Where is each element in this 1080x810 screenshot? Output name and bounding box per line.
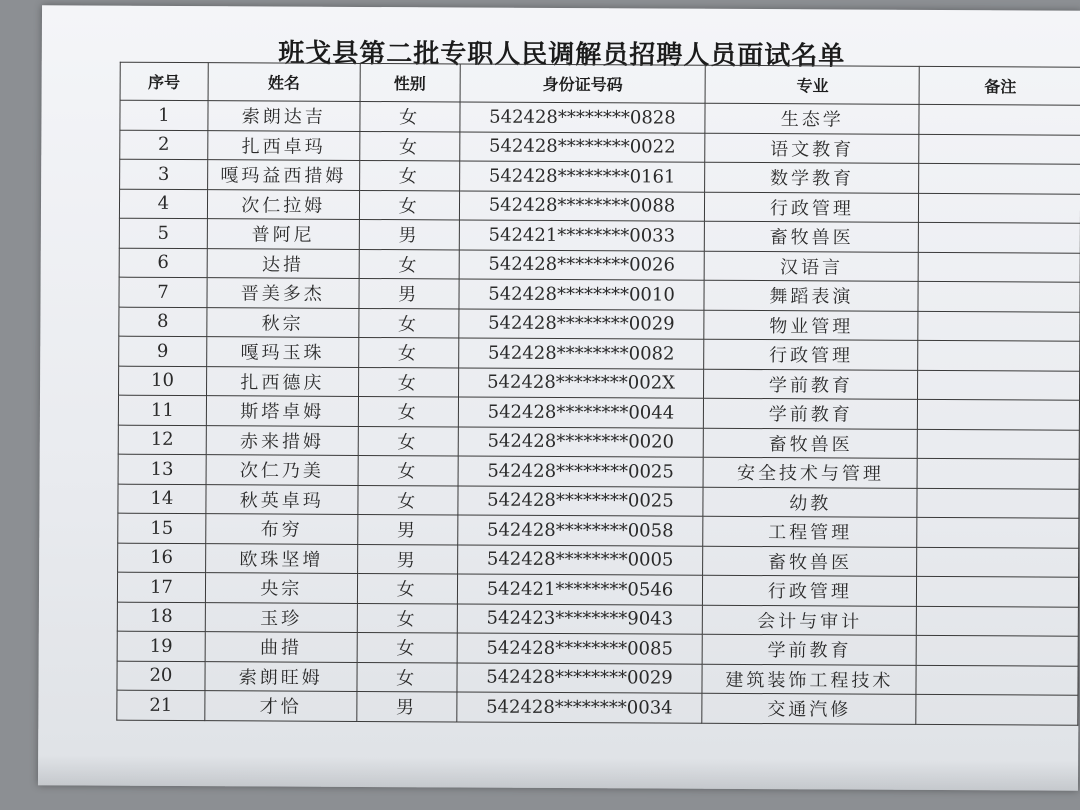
cell-no: 3 (120, 159, 208, 189)
cell-sex: 女 (359, 249, 459, 279)
cell-major: 畜牧兽医 (703, 546, 917, 577)
cell-name: 索朗达吉 (208, 101, 360, 131)
cell-name: 扎西卓玛 (208, 130, 360, 160)
cell-note (919, 193, 1080, 223)
cell-id-number: 542421********0546 (457, 574, 703, 605)
cell-no: 19 (117, 631, 205, 661)
cell-name: 赤来措姆 (206, 425, 358, 455)
cell-sex: 男 (359, 219, 459, 249)
cell-major: 汉语言 (705, 251, 919, 282)
cell-note (917, 606, 1079, 636)
cell-sex: 女 (358, 367, 458, 397)
cell-id-number: 542423********9043 (457, 603, 703, 634)
cell-note (916, 665, 1078, 695)
cell-sex: 女 (358, 426, 458, 456)
cell-id-number: 542428********0029 (458, 308, 704, 339)
cell-sex: 女 (359, 190, 459, 220)
cell-no: 12 (118, 425, 206, 455)
cell-major: 语文教育 (705, 133, 919, 164)
cell-name: 央宗 (205, 573, 357, 603)
cell-sex: 女 (358, 485, 458, 515)
cell-name: 布穷 (206, 514, 358, 544)
cell-no: 6 (119, 248, 207, 278)
cell-name: 玉珍 (205, 602, 357, 632)
cell-sex: 男 (357, 691, 457, 721)
cell-name: 斯塔卓姆 (206, 396, 358, 426)
cell-note (918, 340, 1080, 370)
cell-major: 舞蹈表演 (704, 280, 918, 311)
cell-sex: 女 (357, 662, 457, 692)
cell-id-number: 542428********0025 (458, 456, 704, 487)
cell-no: 10 (119, 366, 207, 396)
cell-id-number: 542428********0088 (459, 190, 705, 221)
cell-note (919, 104, 1080, 134)
cell-major: 学前教育 (703, 634, 917, 665)
cell-no: 5 (119, 218, 207, 248)
cell-sex: 女 (357, 573, 457, 603)
cell-name: 晋美多杰 (207, 278, 359, 308)
cell-name: 秋英卓玛 (206, 484, 358, 514)
cell-name: 普阿尼 (207, 219, 359, 249)
column-header-no: 序号 (120, 62, 208, 100)
cell-id-number: 542428********0020 (458, 426, 704, 457)
cell-major: 畜牧兽医 (704, 428, 918, 459)
cell-note (917, 576, 1079, 606)
cell-id-number: 542428********0828 (459, 102, 705, 133)
cell-no: 1 (120, 100, 208, 130)
cell-major: 工程管理 (703, 516, 917, 547)
cell-major: 交通汽修 (702, 693, 916, 724)
cell-sex: 女 (360, 101, 460, 131)
cell-name: 次仁拉姆 (207, 189, 359, 219)
cell-note (918, 281, 1080, 311)
cell-no: 2 (120, 130, 208, 160)
column-header-id: 身份证号码 (460, 64, 706, 103)
cell-major: 会计与审计 (703, 605, 917, 636)
cell-sex: 女 (358, 455, 458, 485)
cell-note (919, 134, 1080, 164)
cell-sex: 女 (357, 603, 457, 633)
cell-sex: 男 (359, 278, 459, 308)
column-header-note: 备注 (919, 66, 1080, 105)
cell-no: 16 (118, 543, 206, 573)
cell-note (918, 311, 1080, 341)
cell-major: 生态学 (705, 103, 919, 134)
cell-id-number: 542428********002X (458, 367, 704, 398)
interview-list-table (116, 62, 1080, 726)
cell-no: 14 (118, 484, 206, 514)
cell-major: 畜牧兽医 (705, 221, 919, 252)
cell-no: 20 (117, 661, 205, 691)
cell-id-number: 542428********0029 (457, 662, 703, 693)
cell-no: 9 (119, 336, 207, 366)
cell-name: 嘎玛益西措姆 (207, 160, 359, 190)
cell-sex: 男 (357, 544, 457, 574)
column-header-name: 姓名 (208, 63, 360, 102)
cell-sex: 女 (359, 160, 459, 190)
table-body (117, 100, 1080, 725)
cell-note (919, 222, 1080, 252)
cell-major: 建筑装饰工程技术 (702, 664, 916, 695)
cell-major: 行政管理 (705, 192, 919, 223)
cell-no: 11 (118, 395, 206, 425)
cell-name: 索朗旺姆 (205, 661, 357, 691)
cell-sex: 女 (358, 396, 458, 426)
cell-major: 行政管理 (703, 575, 917, 606)
cell-id-number: 542421********0033 (459, 220, 705, 251)
cell-no: 8 (119, 307, 207, 337)
cell-id-number: 542428********0025 (457, 485, 703, 516)
cell-no: 17 (117, 572, 205, 602)
cell-name: 秋宗 (207, 307, 359, 337)
table-header-row (120, 62, 1080, 105)
cell-id-number: 542428********0005 (457, 544, 703, 575)
cell-sex: 女 (360, 131, 460, 161)
cell-note (917, 517, 1079, 547)
column-header-major: 专业 (705, 65, 919, 104)
cell-name: 次仁乃美 (206, 455, 358, 485)
cell-sex: 女 (358, 337, 458, 367)
cell-note (918, 370, 1080, 400)
column-header-sex: 性别 (360, 63, 460, 102)
paper-shadow (38, 755, 1078, 790)
cell-no: 7 (119, 277, 207, 307)
cell-note (918, 399, 1080, 429)
cell-no: 4 (119, 189, 207, 219)
cell-note (917, 488, 1079, 518)
cell-id-number: 542428********0010 (459, 279, 705, 310)
cell-id-number: 542428********0026 (459, 249, 705, 280)
cell-no: 13 (118, 454, 206, 484)
cell-name: 曲措 (205, 632, 357, 662)
cell-note (917, 429, 1079, 459)
cell-sex: 女 (357, 632, 457, 662)
cell-id-number: 542428********0085 (457, 633, 703, 664)
cell-sex: 男 (357, 514, 457, 544)
cell-name: 达措 (207, 248, 359, 278)
cell-note (919, 163, 1080, 193)
cell-major: 学前教育 (704, 369, 918, 400)
cell-major: 安全技术与管理 (703, 457, 917, 488)
cell-major: 数学教育 (705, 162, 919, 193)
cell-name: 才恰 (205, 691, 357, 721)
cell-sex: 女 (359, 308, 459, 338)
cell-name: 欧珠坚增 (205, 543, 357, 573)
cell-id-number: 542428********0044 (458, 397, 704, 428)
cell-name: 扎西德庆 (206, 366, 358, 396)
cell-note (917, 458, 1079, 488)
document-title: 班戈县第二批专职人民调解员招聘人员面试名单 (278, 38, 846, 72)
cell-major: 行政管理 (704, 339, 918, 370)
cell-no: 21 (117, 690, 205, 720)
cell-id-number: 542428********0022 (459, 131, 705, 162)
cell-id-number: 542428********0082 (458, 338, 704, 369)
cell-no: 18 (117, 602, 205, 632)
cell-id-number: 542428********0161 (459, 161, 705, 192)
cell-note (918, 252, 1080, 282)
cell-note (917, 547, 1079, 577)
cell-major: 幼教 (703, 487, 917, 518)
table-row (117, 690, 1078, 725)
cell-major: 学前教育 (704, 398, 918, 429)
cell-note (916, 694, 1078, 724)
cell-id-number: 542428********0034 (456, 692, 702, 723)
cell-id-number: 542428********0058 (457, 515, 703, 546)
cell-major: 物业管理 (704, 310, 918, 341)
document-page (38, 5, 1080, 790)
cell-name: 嘎玛玉珠 (207, 337, 359, 367)
cell-note (916, 635, 1078, 665)
cell-no: 15 (118, 513, 206, 543)
